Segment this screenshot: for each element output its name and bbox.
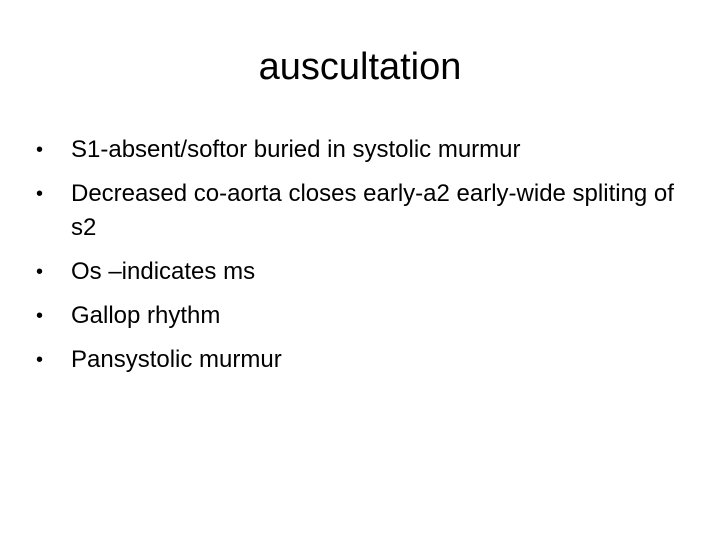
bullet-point-icon: • (36, 183, 44, 205)
bullet-text: Os –indicates ms (71, 258, 256, 285)
bullet-item (36, 133, 686, 167)
bullet-text: Pansystolic murmur (71, 346, 282, 373)
bullet-point-icon: • (36, 139, 44, 161)
bullet-point-icon: • (36, 349, 44, 371)
bullet-item (36, 343, 686, 377)
slide-title: auscultation (258, 46, 462, 88)
bullet-point-icon: • (36, 261, 44, 283)
bullet-item (36, 177, 686, 245)
bullet-point-icon: • (36, 305, 44, 327)
bullet-list (36, 133, 686, 387)
bullet-text: S1-absent/softor buried in systolic murmur (71, 136, 521, 163)
bullet-item (36, 255, 686, 289)
bullet-text: Gallop rhythm (71, 302, 221, 329)
bullet-item (36, 299, 686, 333)
bullet-text: Decreased co-aorta closes early-a2 early-wide spliting of s2 (71, 180, 674, 241)
